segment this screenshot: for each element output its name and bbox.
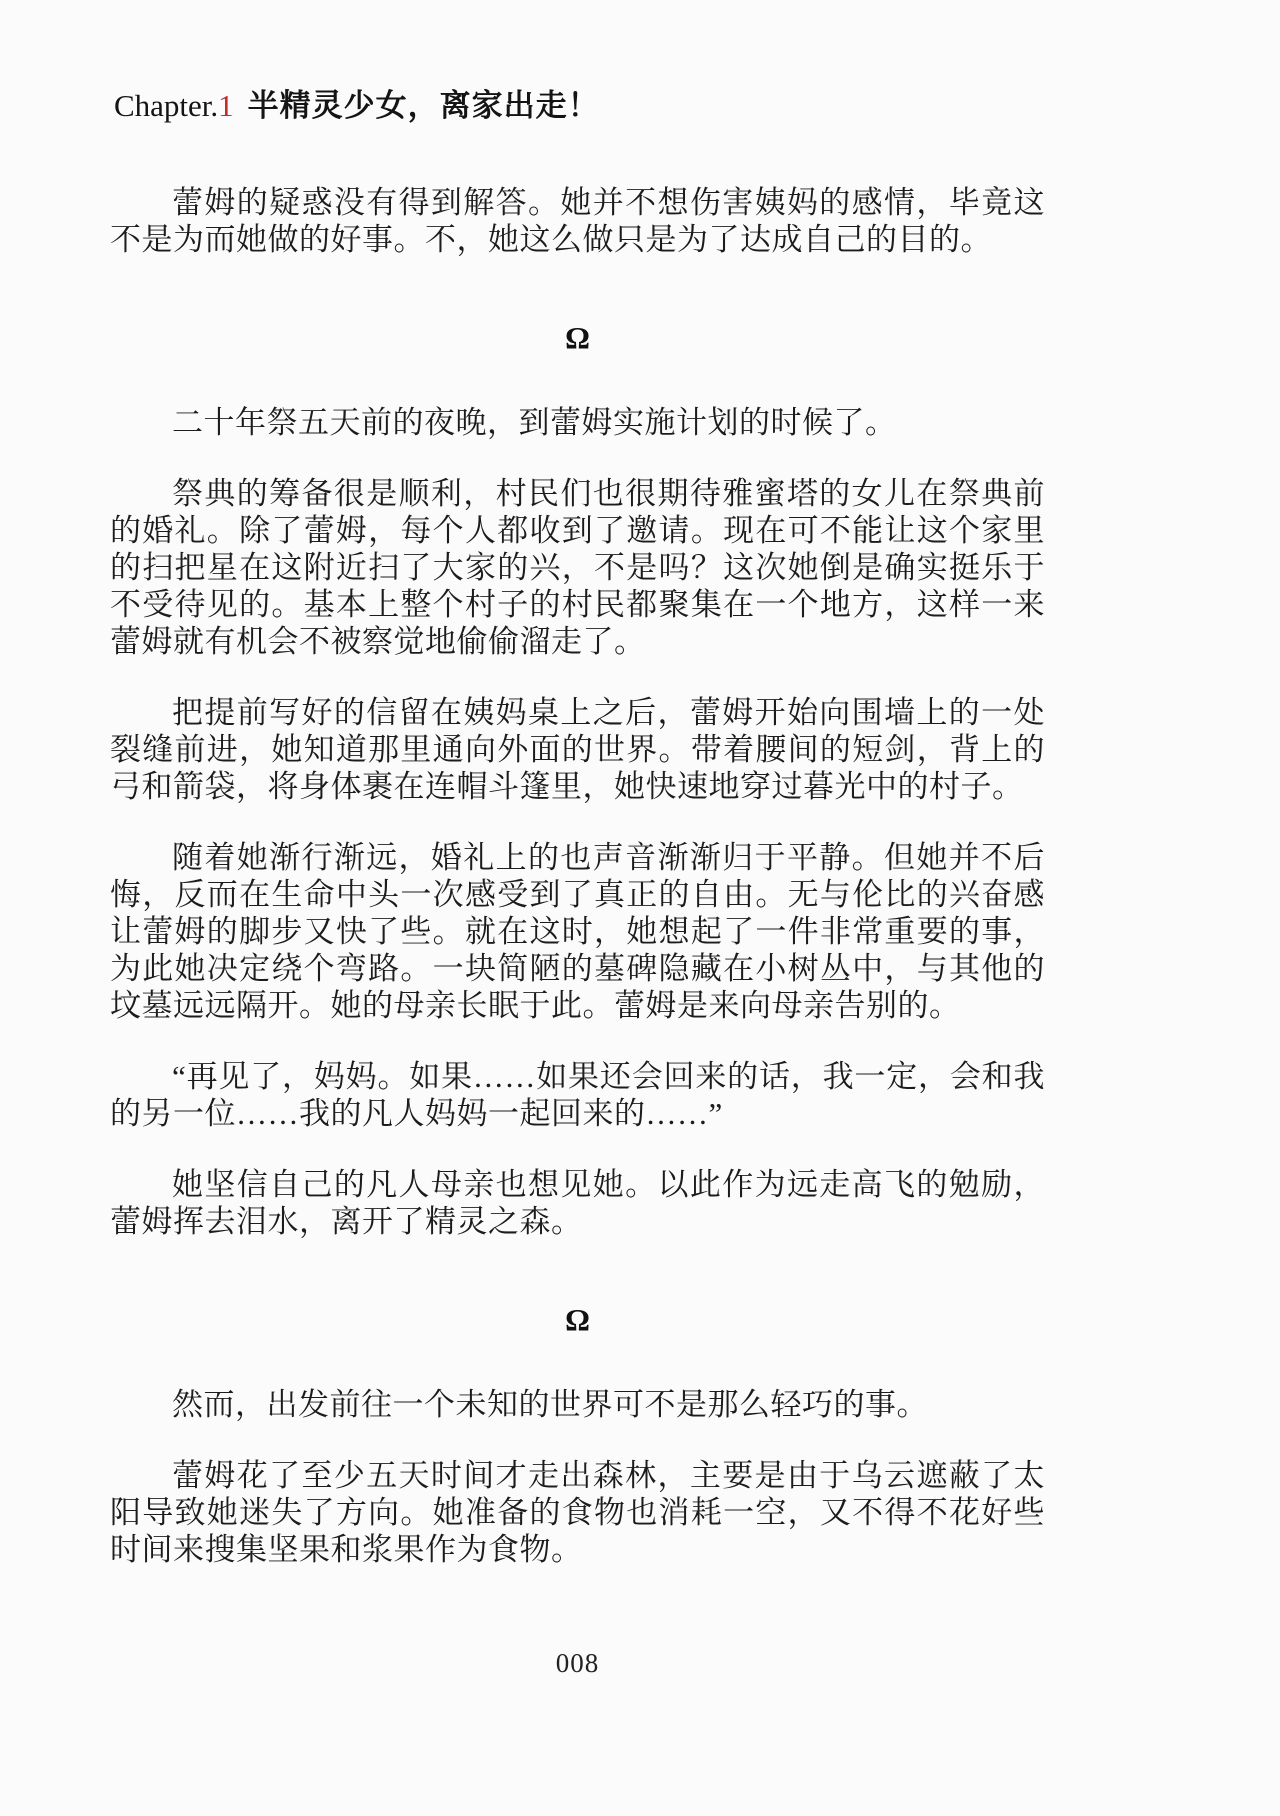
paragraph: 二十年祭五天前的夜晚，到蕾姆实施计划的时候了。 xyxy=(172,405,897,440)
page-footer xyxy=(110,1648,1045,1679)
page-body xyxy=(110,184,1045,1568)
page-number: 008 xyxy=(555,1648,600,1678)
paragraph: 蕾姆的疑惑没有得到解答。她并不想伤害姨妈的感情，毕竟这不是为而她做的好事。不，她这么做只是为了达成自己的目的。 xyxy=(110,185,1045,257)
paragraph: 随着她渐行渐远，婚礼上的也声音渐渐归于平静。但她并不后悔，反而在生命中头一次感受到了真正的自由。无与伦比的兴奋感让蕾姆的脚步又快了些。就在这时，她想起了一件非常重要的事，为此她决定绕个弯路。一块简陋的墓碑隐藏在小树丛中，与其他的坟墓远远隔开。她的母亲长眠于此。蕾姆是来向母亲告别的。 xyxy=(110,840,1045,1023)
paragraph: 然而，出发前往一个未知的世界可不是那么轻巧的事。 xyxy=(172,1387,928,1422)
chapter-heading xyxy=(114,0,1045,126)
paragraph: 蕾姆花了至少五天时间才走出森林，主要是由于乌云遮蔽了太阳导致她迷失了方向。她准备的食物也消耗一空，又不得不花好些时间来搜集坚果和浆果作为食物。 xyxy=(110,1458,1045,1567)
chapter-title: 半精灵少女，离家出走！ xyxy=(247,88,600,123)
chapter-prefix: Chapter. xyxy=(114,88,219,123)
paragraph: 她坚信自己的凡人母亲也想见她。以此作为远走高飞的勉励，蕾姆挥去泪水，离开了精灵之森。 xyxy=(110,1167,1045,1239)
paragraph: 祭典的筹备很是顺利，村民们也很期待雅蜜塔的女儿在祭典前的婚礼。除了蕾姆，每个人都收到了邀请。现在可不能让这个家里的扫把星在这附近扫了大家的兴，不是吗？这次她倒是确实挺乐于不受待见的。基本上整个村子的村民都聚集在一个地方，这样一来蕾姆就有机会不被察觉地偷偷溜走了。 xyxy=(110,476,1045,659)
section-divider-omega: Ω xyxy=(565,320,590,355)
paragraph: 把提前写好的信留在姨妈桌上之后，蕾姆开始向围墙上的一处裂缝前进，她知道那里通向外面的世界。带着腰间的短剑，背上的弓和箭袋，将身体裹在连帽斗篷里，她快速地穿过暮光中的村子。 xyxy=(110,695,1045,804)
section-divider-omega: Ω xyxy=(565,1302,590,1337)
paragraph-dialogue: “再见了，妈妈。如果……如果还会回来的话，我一定，会和我的另一位……我的凡人妈妈一起回来的……” xyxy=(110,1059,1045,1131)
chapter-number: 1 xyxy=(218,88,234,123)
text-column xyxy=(110,0,1045,1568)
